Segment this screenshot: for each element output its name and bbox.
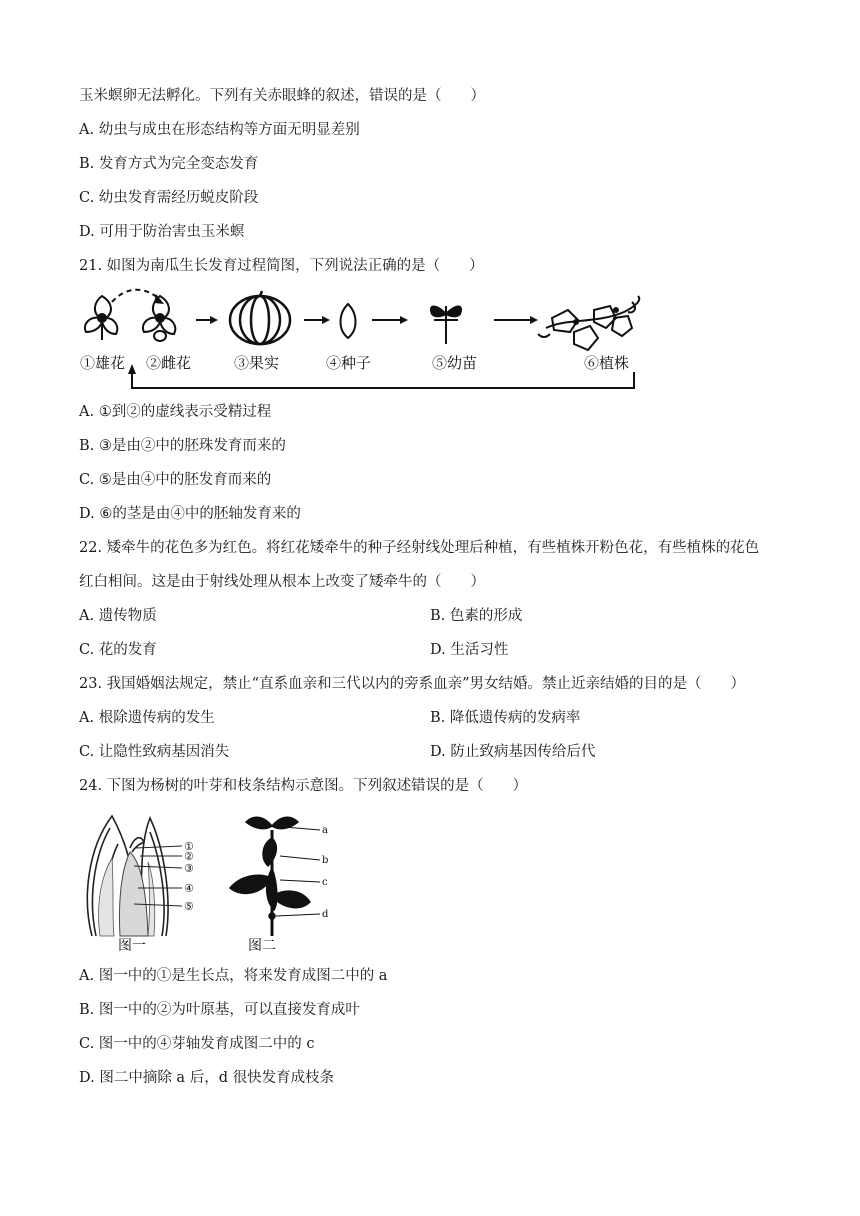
fig2-label-d: d [322,909,329,920]
q24-option-c: C. 图一中的④芽轴发育成图二中的 c [79,1036,315,1052]
q21-stem: 21. 如图为南瓜生长发育过程简图，下列说法正确的是（ ） [79,258,484,274]
fig2-label-b: b [322,855,329,866]
fig1-label-5: ⑤ [184,900,194,913]
fig2-caption: 图二 [248,938,276,954]
q20-option-d: D. 可用于防治害虫玉米螟 [79,224,245,240]
figure-label-female-flower: ②雌花 [146,354,192,372]
q24-option-d: D. 图二中摘除 a 后，d 很快发育成枝条 [79,1070,335,1086]
q24-option-a: A. 图一中的①是生长点，将来发育成图二中的 a [79,968,388,984]
fig1-label-3: ③ [184,862,194,875]
q21-option-c: C. ⑤是由④中的胚发育而来的 [79,472,272,488]
q22-stem-line1: 22. 矮牵牛的花色多为红色。将红花矮牵牛的种子经射线处理后种植，有些植株开粉色花，有些植株的花色 [79,540,760,556]
q20-option-b: B. 发育方式为完全变态发育 [79,156,259,172]
male-flower-drawing [85,296,117,340]
fig1-label-4: ④ [184,882,194,895]
fig1-label-1: ① [184,840,194,853]
fig1-label-2: ② [184,850,194,863]
q21-option-a: A. ①到②的虚线表示受精过程 [79,404,272,420]
q22-option-a: A. 遗传物质 [79,608,157,624]
figure-label-fruit: ③果实 [234,354,280,372]
fig2-label-c: c [322,877,328,888]
branch-structure-figure [222,808,342,956]
pumpkin-drawing [230,291,290,344]
q21-option-b: B. ③是由②中的胚珠发育而来的 [79,438,286,454]
q20-option-c: C. 幼虫发育需经历蜕皮阶段 [79,190,259,206]
q23-option-c: C. 让隐性致病基因消失 [79,744,230,760]
q23-option-d: D. 防止致病基因传给后代 [430,744,596,760]
q23-option-a: A. 根除遗传病的发生 [79,710,215,726]
q22-stem-line2: 红白相间。这是由于射线处理从根本上改变了矮牵牛的（ ） [79,574,485,590]
q21-option-d: D. ⑥的茎是由④中的胚轴发育来的 [79,506,301,522]
fig1-caption: 图一 [118,938,146,954]
q20-option-a: A. 幼虫与成虫在形态结构等方面无明显差别 [79,122,360,138]
leaf-bud-figure [78,808,218,956]
q23-option-b: B. 降低遗传病的发病率 [430,710,581,726]
q24-stem: 24. 下图为杨树的叶芽和枝条结构示意图。下列叙述错误的是（ ） [79,778,528,794]
q22-option-b: B. 色素的形成 [430,608,523,624]
fig2-label-a: a [322,825,328,836]
q20-stem: 玉米螟卵无法孵化。下列有关赤眼蜂的叙述，错误的是（ ） [79,88,485,104]
figure-label-male-flower: ①雄花 [80,354,126,372]
figure-label-seed: ④种子 [326,354,372,372]
q22-option-d: D. 生活习性 [430,642,509,658]
seedling-drawing [431,306,461,344]
plant-drawing [538,296,639,350]
q22-option-c: C. 花的发育 [79,642,157,658]
q24-option-b: B. 图一中的②为叶原基，可以直接发育成叶 [79,1002,360,1018]
figure-label-plant: ⑥植株 [584,354,630,372]
seed-drawing [341,304,356,338]
q23-stem: 23. 我国婚姻法规定，禁止“直系血亲和三代以内的旁系血亲”男女结婚。禁止近亲结婚的目的是（ ） [79,676,745,692]
pumpkin-lifecycle-figure [76,288,656,394]
cycle-return-line [132,372,634,388]
pollination-dashed-arrow [112,290,160,302]
figure-label-seedling: ⑤幼苗 [432,354,478,372]
